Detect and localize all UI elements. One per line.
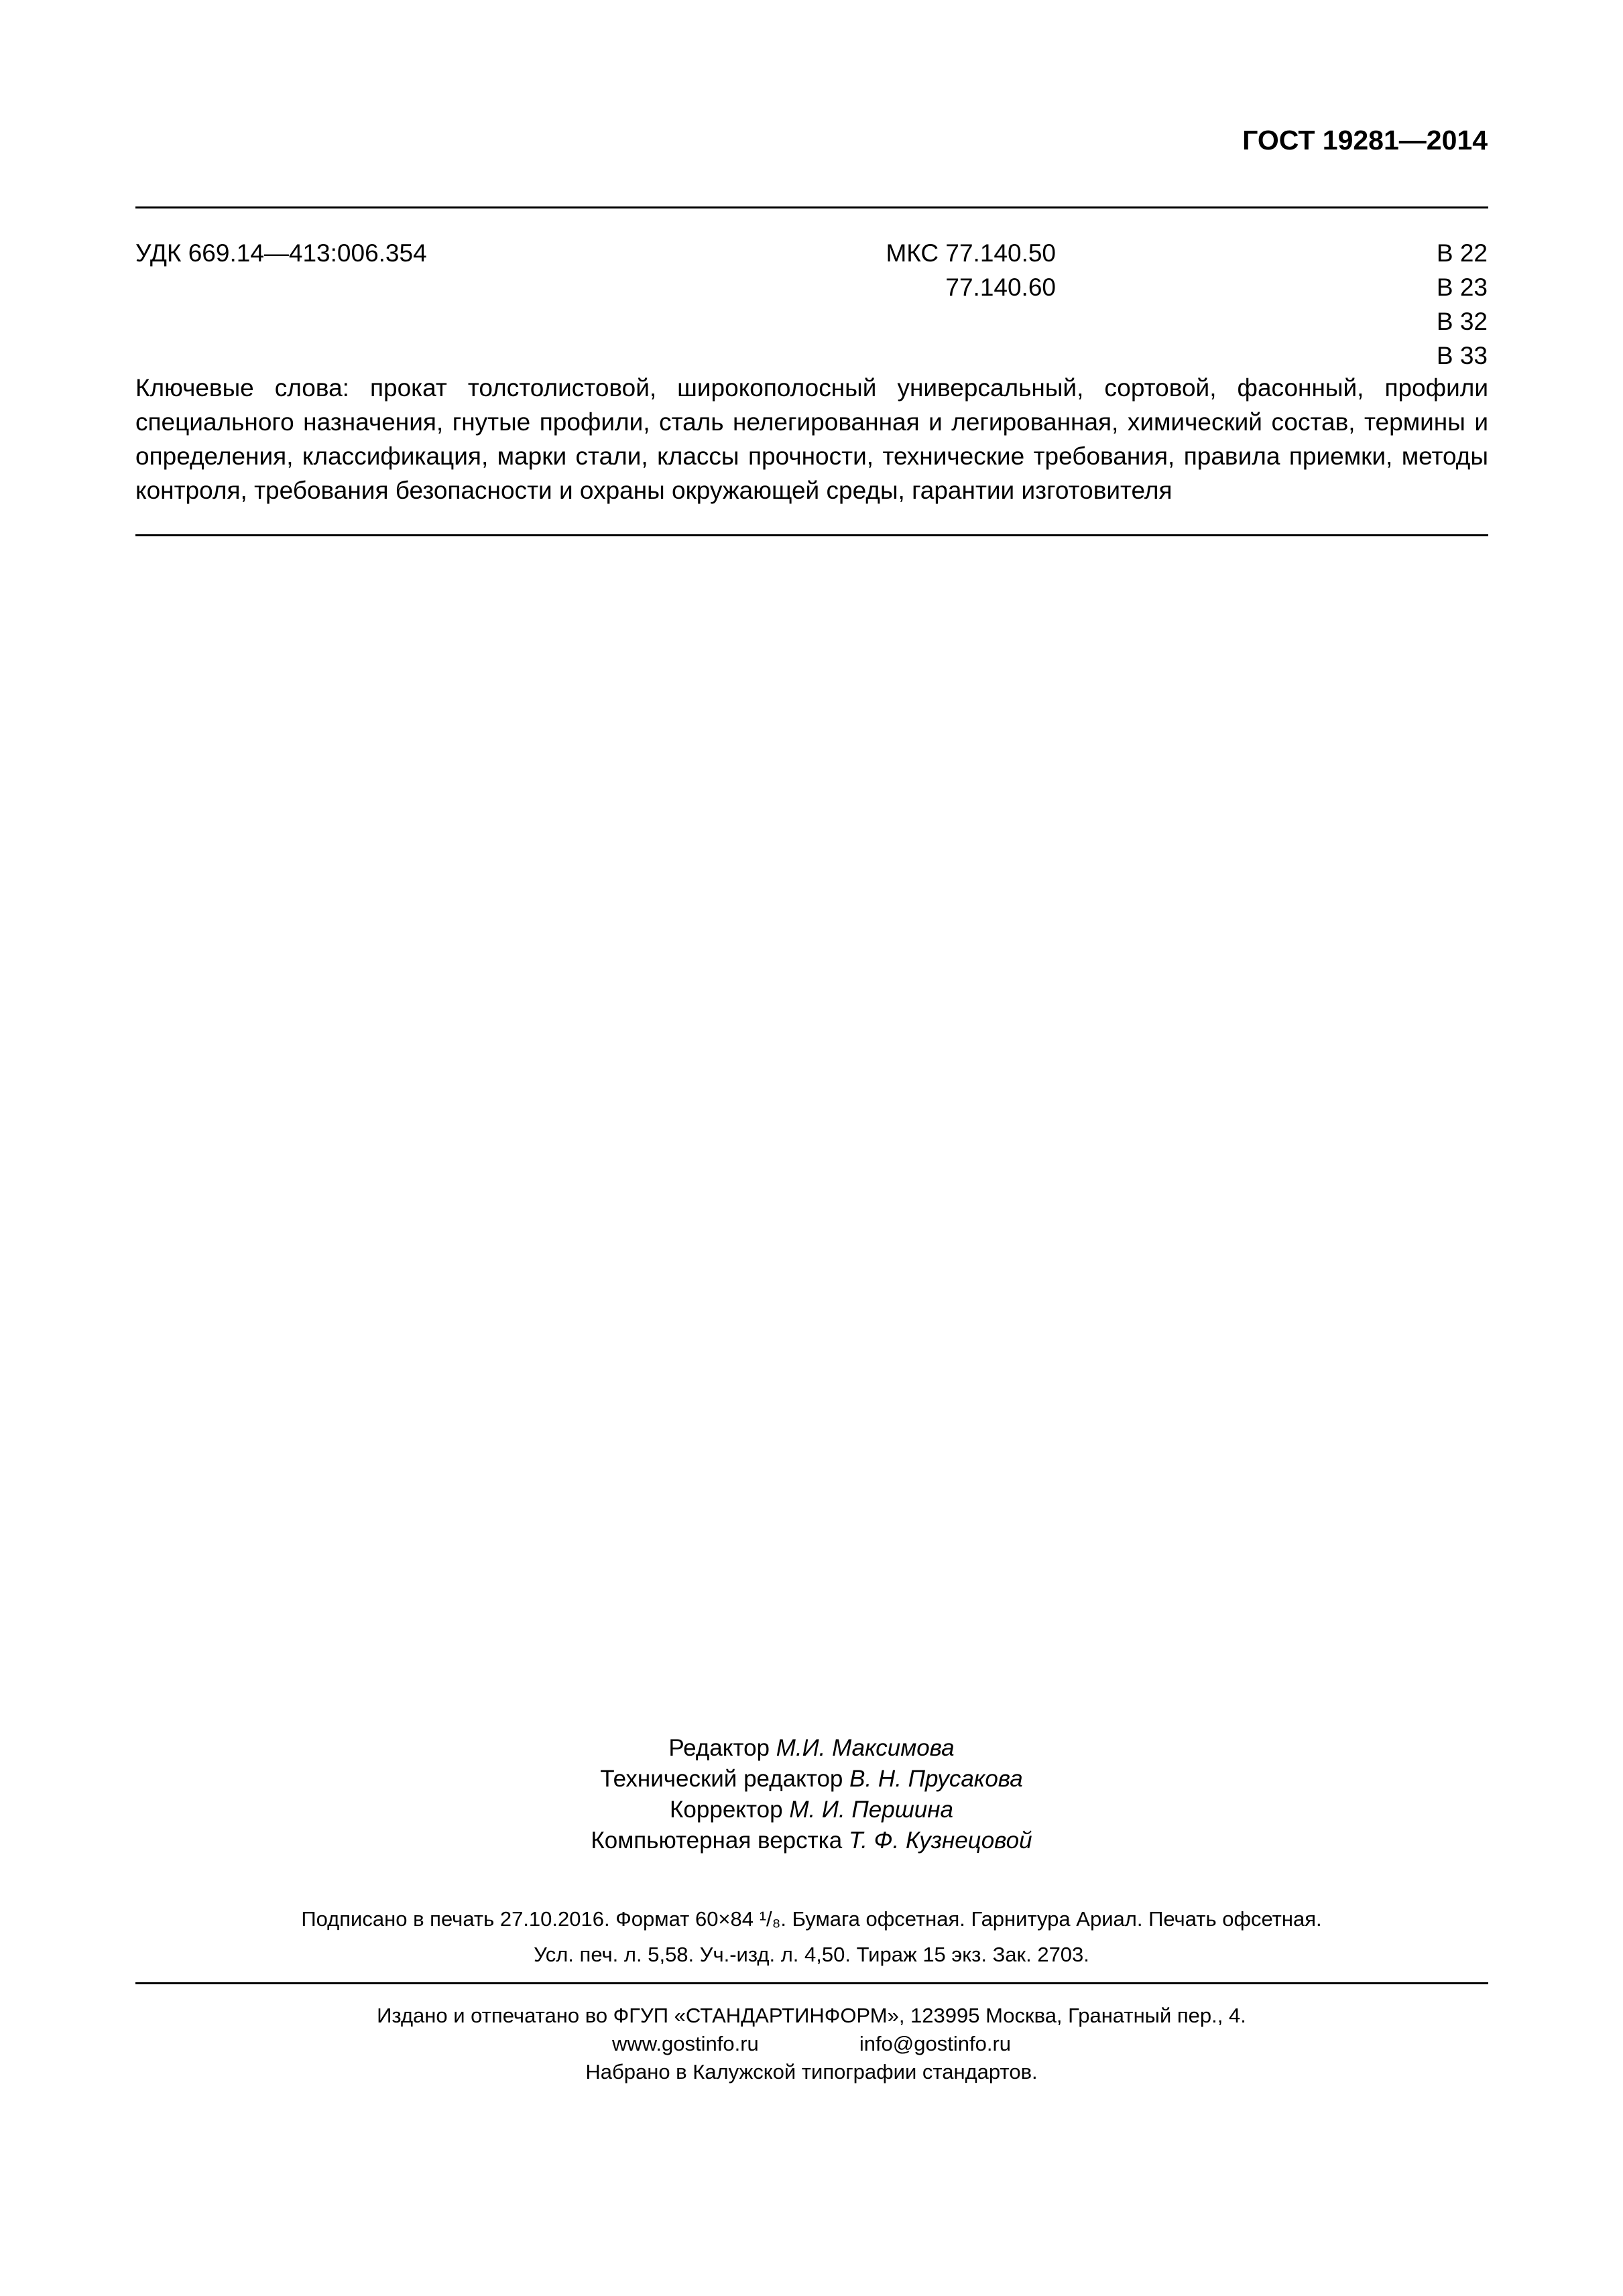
- top-divider: [135, 206, 1488, 208]
- publisher-email: info@gostinfo.ru: [859, 2032, 1012, 2055]
- credit-layout: [0, 1825, 1623, 1856]
- keywords-divider: [135, 534, 1488, 536]
- credit-tech-editor: [0, 1764, 1623, 1795]
- mks-codes: [861, 236, 1056, 304]
- publisher-address: Издано и отпечатано во ФГУП «СТАНДАРТИНФОРМ», 123995 Москва, Гранатный пер., 4.: [377, 2004, 1246, 2027]
- okc-code: В 23: [1436, 274, 1488, 301]
- publisher-website: www.gostinfo.ru: [611, 2032, 759, 2055]
- okc-code: В 32: [1436, 308, 1488, 335]
- publisher-block: [0, 2002, 1623, 2086]
- mks-code-1: МКС 77.140.50: [886, 239, 1056, 267]
- credit-name: Т. Ф. Кузнецовой: [848, 1827, 1032, 1854]
- credit-label: Компьютерная верстка: [591, 1827, 843, 1854]
- credits-block: [0, 1733, 1623, 1856]
- imprint-line: Подписано в печать 27.10.2016. Формат 60×84 ¹/₈. Бумага офсетная. Гарнитура Ариал. Печать офсетная.: [301, 1907, 1322, 1931]
- udc-code: УДК 669.14—413:006.354: [135, 239, 427, 267]
- okc-codes: [1437, 236, 1488, 373]
- publisher-contacts: [0, 2030, 1623, 2058]
- imprint-divider: [135, 1982, 1488, 1984]
- credit-label: Редактор: [668, 1735, 770, 1761]
- credit-editor: [0, 1733, 1623, 1764]
- credit-label: Технический редактор: [600, 1766, 843, 1792]
- credit-name: М.И. Максимова: [776, 1735, 955, 1761]
- keywords-paragraph: Ключевые слова: прокат толстолистовой, широкополосный универсальный, сортовой, фасонный, профили специального назначения, гнутые профили, сталь нелегированная и легированная, химический состав, термины и определения, классификация, марки стали, классы прочности, технические требования, правила приемки, методы контроля, требования безопасности и охраны окружающей среды, гарантии изготовителя: [135, 374, 1488, 504]
- credit-label: Корректор: [670, 1797, 783, 1823]
- publisher-typesetting: Набрано в Калужской типографии стандартов.: [585, 2060, 1038, 2083]
- mks-code-2: 77.140.60: [945, 274, 1056, 301]
- credit-proofreader: [0, 1795, 1623, 1825]
- credit-name: М. И. Першина: [789, 1797, 953, 1823]
- okc-code: В 22: [1436, 239, 1488, 267]
- credit-name: В. Н. Прусакова: [849, 1766, 1023, 1792]
- okc-code: В 33: [1436, 342, 1488, 369]
- imprint-line: Усл. печ. л. 5,58. Уч.-изд. л. 4,50. Тираж 15 экз. Зак. 2703.: [534, 1943, 1089, 1966]
- imprint-block: [0, 1901, 1623, 1972]
- standard-code: ГОСТ 19281—2014: [1242, 125, 1488, 156]
